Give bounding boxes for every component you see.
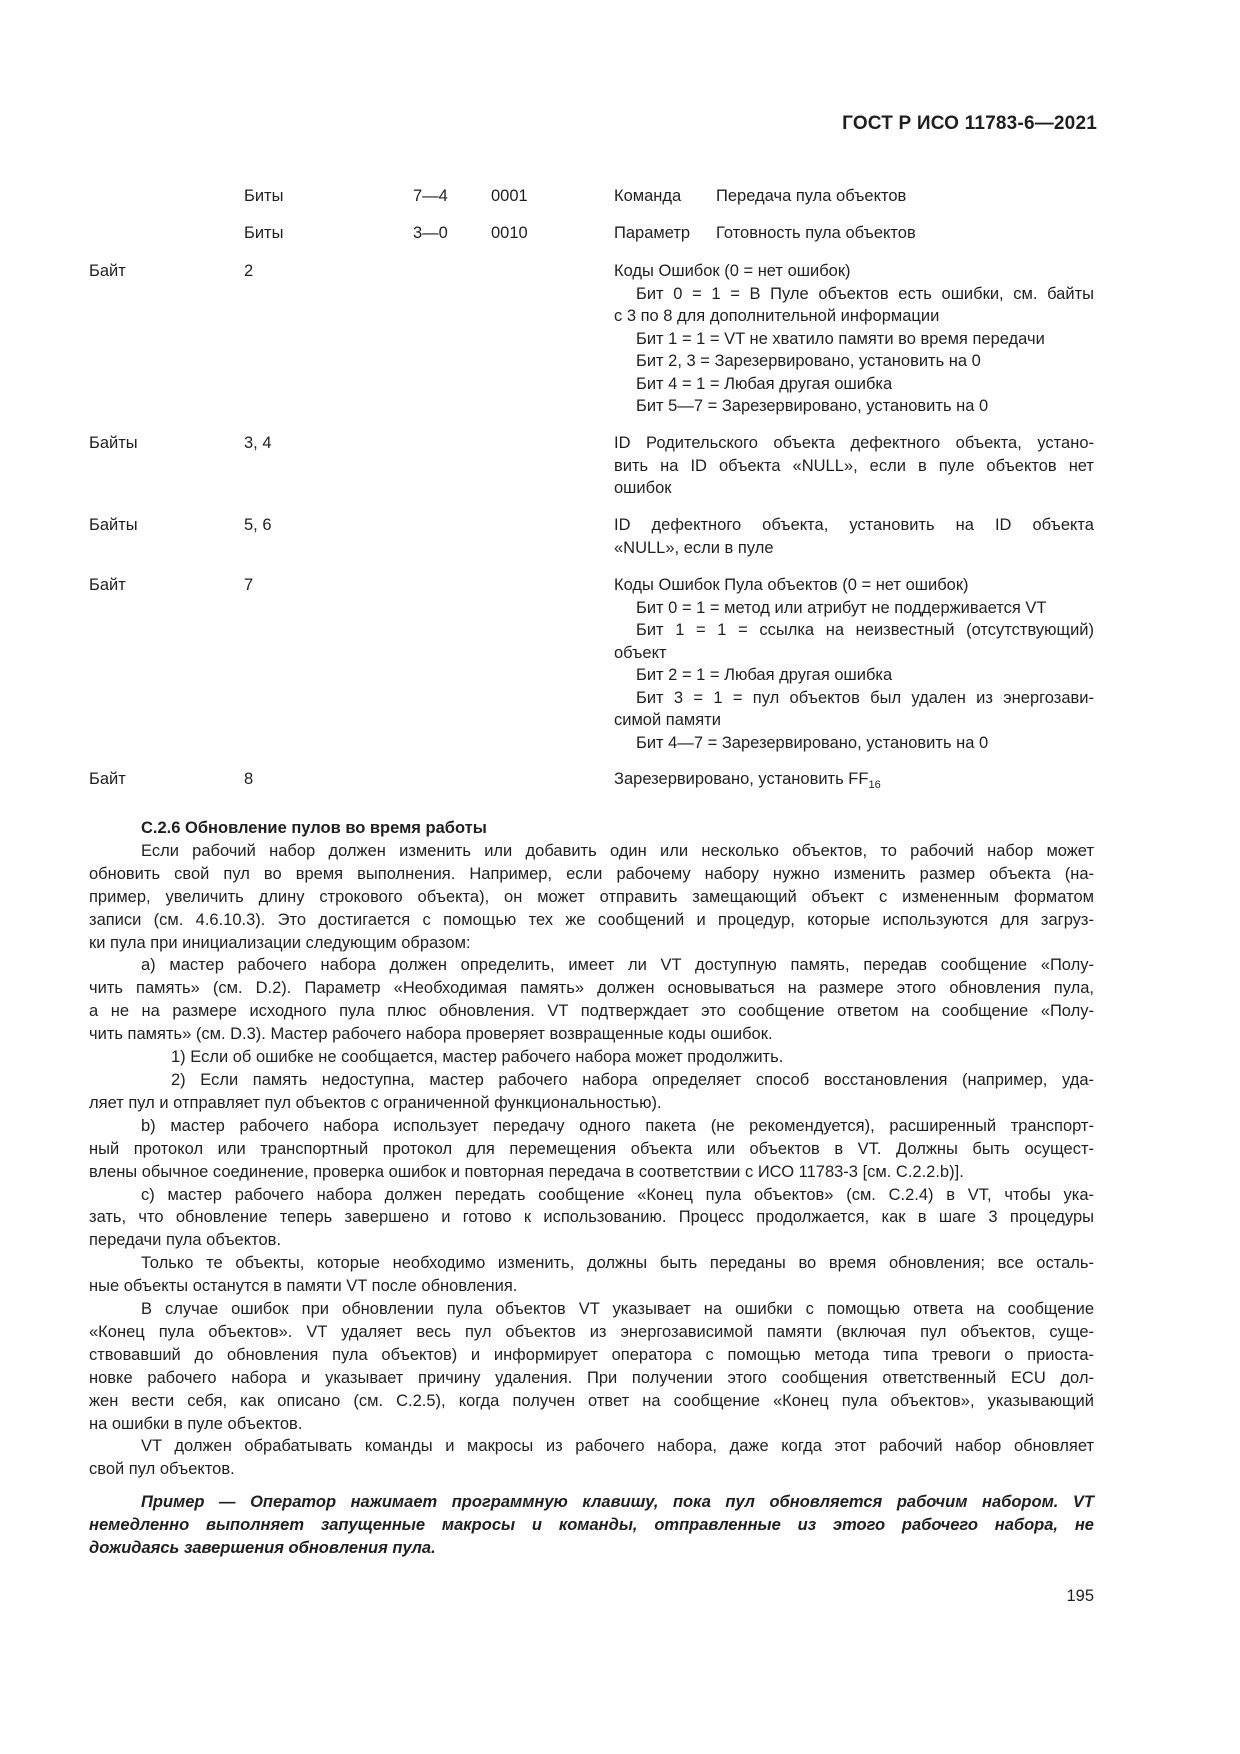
text-line: новке рабочего набора и указывает причину удаления. При получении этого сообщения ответственный ECU дол-: [89, 1368, 1094, 1387]
desc-line: Бит 1 = 1 = ссылка на неизвестный (отсутствующий): [636, 621, 1094, 639]
field-name: Команда: [614, 187, 682, 205]
text-line: b) мастер рабочего набора использует передачу одного пакета (не рекомендуется), расширенный транспорт-: [141, 1116, 1094, 1135]
byte-description: [614, 432, 1094, 500]
paragraph-step-a2: [89, 1069, 1094, 1115]
text-line: c) мастер рабочего набора должен передать сообщение «Конец пула объектов» (см. С.2.4) в VT, чтобы ука-: [141, 1185, 1094, 1204]
paragraph-step-a1: [89, 1046, 1094, 1069]
field-meaning: Готовность пула объектов: [716, 224, 916, 242]
text-line: чить память» (см. D.3). Мастер рабочего набора проверяет возвращенные коды ошибок.: [89, 1025, 773, 1044]
byte-description: [614, 768, 1094, 791]
desc-line: Бит 2, 3 = Зарезервировано, установить на 0: [636, 352, 981, 370]
row-label: Байт: [89, 262, 126, 280]
text-line: ные объекты останутся в памяти VT после обновления.: [89, 1277, 518, 1296]
desc-line: вить на ID объекта «NULL», если в пуле объектов нет: [614, 456, 1094, 475]
desc-line: Бит 3 = 1 = пул объектов был удален из энергозави-: [636, 688, 1094, 707]
bit-value: 0001: [491, 187, 528, 205]
text-line: передачи пула объектов.: [89, 1231, 282, 1250]
desc-line: ID Родительского объекта дефектного объекта, устано-: [614, 434, 1094, 452]
desc-line: Бит 4—7 = Зарезервировано, установить на 0: [636, 733, 989, 752]
text-line: на ошибки в пуле объектов.: [89, 1414, 303, 1433]
text-line: записи (см. 4.6.10.3). Это достигается с помощью тех же сообщений и процедур, которые используются для загруз-: [89, 910, 1094, 929]
hex-subscript: 16: [868, 779, 881, 791]
text-line: ствовавший до обновления пула объектов) и информирует оператора с помощью метода типа тревоги о приоста-: [89, 1345, 1094, 1364]
desc-line: ID дефектного объекта, установить на ID объекта: [614, 516, 1094, 534]
field-name: Параметр: [614, 224, 691, 242]
byte-number: 8: [244, 770, 254, 788]
text-line: Если рабочий набор должен изменить или добавить один или несколько объектов, то рабочий набор может: [141, 841, 1094, 860]
text-line: немедленно выполняет запущенные макросы и команды, отправленные из этого рабочего набора, не: [89, 1516, 1094, 1535]
paragraph-intro: [89, 840, 1094, 955]
text-line: ный протокол или транспортный протокол для перемещения объекта или объектов в VT. Должны быть осущест-: [89, 1139, 1094, 1158]
row-label: Байты: [89, 516, 138, 534]
section-body: [89, 817, 1094, 1560]
desc-line: Бит 5—7 = Зарезервировано, установить на 0: [636, 397, 989, 415]
paragraph-only-changed: [89, 1252, 1094, 1298]
byte-description: [614, 514, 1094, 559]
paragraph-vt-commands: [89, 1435, 1094, 1481]
document-id-header: ГОСТ Р ИСО 11783-6—2021: [842, 113, 1097, 134]
row-label: Биты: [244, 224, 284, 242]
desc-line: Бит 0 = 1 = В Пуле объектов есть ошибки, см. байты: [636, 284, 1094, 303]
text-line: 2) Если память недоступна, мастер рабочего набора определяет способ восстановления (например, уда-: [171, 1070, 1094, 1089]
text-line: Только те объекты, которые необходимо изменить, должны быть переданы во время обновления; все осталь-: [141, 1254, 1094, 1273]
paragraph-step-c: [89, 1184, 1094, 1253]
row-label: Байт: [89, 770, 126, 788]
row-label: Байты: [89, 434, 138, 452]
section-heading: С.2.6 Обновление пулов во время работы: [141, 819, 487, 837]
text-line: «Конец пула объектов». VT удаляет весь пул объектов из энергозависимой памяти (включая пул объектов, суще-: [89, 1322, 1094, 1341]
text-line: дожидаясь завершения обновления пула.: [89, 1539, 436, 1558]
example-note: [89, 1491, 1094, 1560]
desc-line: [614, 768, 1094, 791]
desc-line: симой памяти: [614, 711, 721, 729]
text-line: а не на размере исходного пула плюс обновления. VT подтверждает это сообщение ответом на сообщение «Полу-: [89, 1002, 1094, 1021]
text-line: чить память» (см. D.2). Параметр «Необходимая память» должен основываться на размере этого обновления пула,: [89, 979, 1094, 998]
text-line: зать, что обновление теперь завершено и готово к использованию. Процесс продолжается, как в шаге 3 процедуры: [89, 1208, 1094, 1227]
desc-line: Коды Ошибок (0 = нет ошибок): [614, 262, 851, 280]
page-number: 195: [1066, 1587, 1094, 1605]
text-line: обновить свой пул во время выполнения. Например, если рабочему набору нужно изменить размер объекта (на-: [89, 864, 1094, 883]
reserved-text: Зарезервировано, установить FF: [614, 770, 869, 788]
desc-line: объект: [614, 643, 667, 662]
text-line: a) мастер рабочего набора должен определить, имеет ли VT доступную память, передав сообщение «Полу-: [141, 956, 1094, 975]
paragraph-step-a: [89, 954, 1094, 1046]
text-line: Пример — Оператор нажимает программную клавишу, пока пул обновляется рабочим набором. VT: [141, 1493, 1094, 1512]
text-line: ляет пул и отправляет пул объектов с ограниченной функциональностью).: [89, 1093, 662, 1112]
desc-line: с 3 по 8 для дополнительной информации: [614, 307, 940, 325]
desc-line: ошибок: [614, 479, 672, 497]
paragraph-errors: [89, 1298, 1094, 1435]
desc-line: Бит 1 = 1 = VT не хватило памяти во время передачи: [636, 329, 1045, 348]
byte-number: 2: [244, 262, 254, 280]
text-line: жен вести себя, как описано (см. С.2.5), когда получен ответ на сообщение «Конец пула объектов», указывающий: [89, 1391, 1094, 1410]
desc-line: Бит 2 = 1 = Любая другая ошибка: [636, 666, 893, 684]
field-meaning: Передача пула объектов: [716, 187, 907, 205]
byte-description: [614, 260, 1094, 418]
paragraph-step-b: [89, 1115, 1094, 1184]
byte-number: 5, 6: [244, 516, 272, 534]
text-line: VT должен обрабатывать команды и макросы из рабочего набора, даже когда этот рабочий набор обновляет: [141, 1437, 1094, 1456]
text-line: влены обычное соединение, проверка ошибок и повторная передача в соответствии с ИСО 11783-3 [см. С.2.2.b)].: [89, 1162, 964, 1181]
text-line: В случае ошибок при обновлении пула объектов VT указывает на ошибки с помощью ответа на сообщение: [141, 1300, 1094, 1319]
byte-description: [614, 574, 1094, 754]
text-line: свой пул объектов.: [89, 1460, 235, 1479]
row-label: Байт: [89, 576, 126, 594]
desc-line: Бит 0 = 1 = метод или атрибут не поддерживается VT: [636, 598, 1047, 617]
desc-line: Коды Ошибок Пула объектов (0 = нет ошибок): [614, 576, 969, 594]
bit-range: 3—0: [413, 224, 448, 242]
bit-value: 0010: [491, 224, 528, 242]
desc-line: Бит 4 = 1 = Любая другая ошибка: [636, 374, 893, 393]
desc-line: «NULL», если в пуле: [614, 538, 774, 557]
bit-range: 7—4: [413, 187, 448, 205]
text-line: пример, увеличить длину строкового объекта), он может отправить замещающий объект с измененным форматом: [89, 887, 1094, 906]
text-line: ки пула при инициализации следующим образом:: [89, 933, 471, 952]
byte-number: 3, 4: [244, 434, 272, 452]
row-label: Биты: [244, 187, 284, 205]
text-line: 1) Если об ошибке не сообщается, мастер рабочего набора может продолжить.: [171, 1048, 784, 1067]
byte-number: 7: [244, 576, 254, 594]
